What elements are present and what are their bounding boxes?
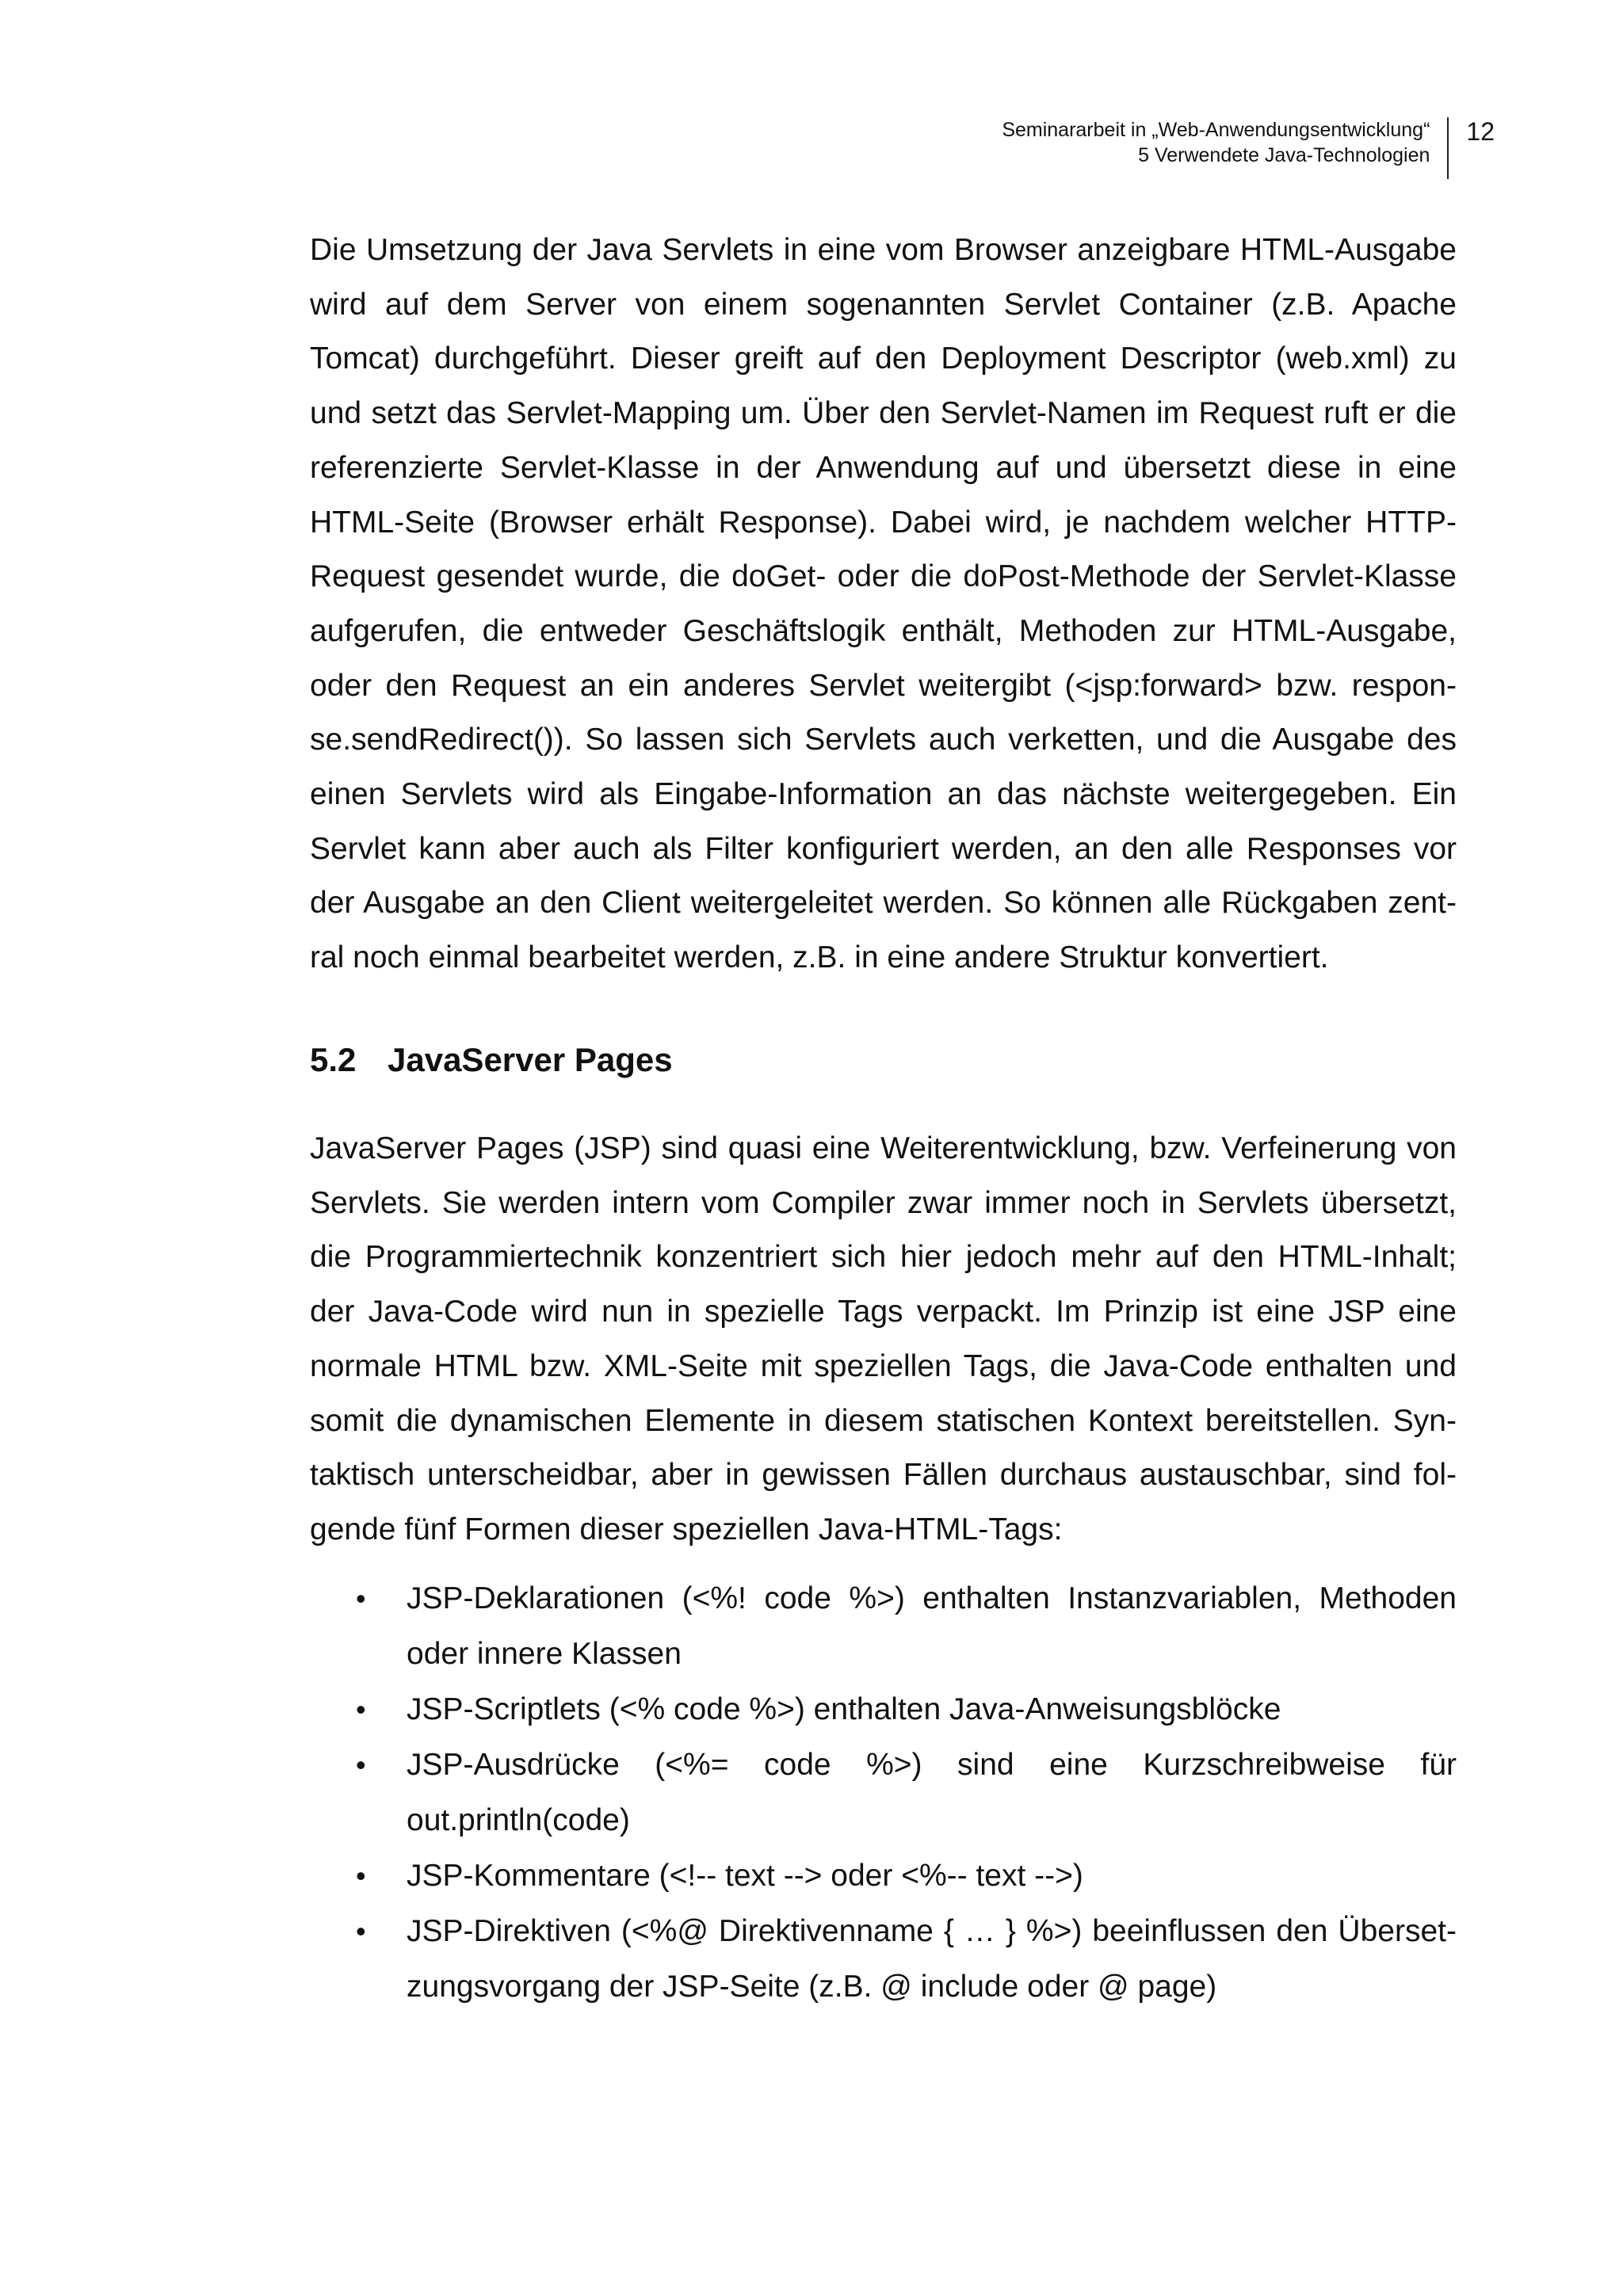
list-item [310,1571,1457,1682]
intro-section [310,223,1457,986]
running-header [1002,117,1449,179]
list-item [310,1904,1457,2015]
jsp-section [310,1122,1457,1558]
bullet-icon: • [356,1859,366,1892]
list-item-text: JSP-Kommentare (<!-- text --> oder <%-- text -->) [407,1859,1083,1893]
jsp-tag-list [310,1571,1457,2015]
list-item [310,1737,1457,1848]
header-chapter: 5 Verwendete Java-Technologien [1138,144,1430,166]
list-item-text: JSP-Deklarationen (<%! code %>) enthalten Instanzvariablen, Methoden oder innere Klassen [407,1581,1457,1671]
bullet-icon: • [356,1693,366,1726]
section-title: JavaServer Pages [388,1041,673,1078]
intro-paragraph: Die Umsetzung der Java Servlets in eine vom Browser anzeigbare HTML-Ausgabe wird auf dem Server von einem sogenannten Servlet Container (z.B. Apache Tomcat) durchgeführt. Dieser greift auf den Deployment Descriptor (web.xml) zu und setzt das Servlet-Mapping um. Über den Servlet-Namen im Request ruft er die referenzierte Servlet-Klasse in der Anwendung auf und übersetzt diese in eine HTML-Seite (Browser erhält Response). Dabei wird, je nachdem welcher HTTP-Request gesendet wurde, die doGet- oder die doPost-Methode der Servlet-Klasse aufgerufen, die entweder Geschäftslogik enthält, Methoden zur HTML-Ausgabe, oder den Request an ein anderes Servlet weitergibt (<jsp:forward> bzw. response.sendRedirect()). So lassen sich Servlets auch verketten, und die Ausgabe des einen Servlets wird als Eingabe-Information an das nächste weitergegeben. Ein Servlet kann aber auch als Filter konfiguriert werden, an den alle Responses vor der Ausgabe an den Client weitergeleitet werden. So können alle Rückgaben zentral noch einmal bearbeitet werden, z.B. in eine andere Struktur konvertiert. [310,233,1457,975]
bullet-icon: • [356,1915,366,1947]
jsp-paragraph: JavaServer Pages (JSP) sind quasi eine Weiterentwicklung, bzw. Verfeinerung von Servlets. Sie werden intern vom Compiler zwar immer noch in Servlets übersetzt, die Programmiertechnik konzentriert sich hier jedoch mehr auf den HTML-Inhalt; der Java-Code wird nun in spezielle Tags verpackt. Im Prinzip ist eine JSP eine normale HTML bzw. XML-Seite mit speziellen Tags, die Java-Code enthalten und somit die dynamischen Elemente in diesem statischen Kontext bereitstellen. Syntaktisch unterscheidbar, aber in gewissen Fällen durchaus austauschbar, sind folgende fünf Formen dieser speziellen Java-HTML-Tags: [310,1131,1457,1547]
list-item-text: JSP-Scriptlets (<% code %>) enthalten Java-Anweisungsblöcke [407,1692,1281,1726]
list-item [310,1682,1457,1737]
list-item-text: JSP-Ausdrücke (<%= code %>) sind eine Kurzschreibweise für out.println(code) [407,1748,1457,1837]
list-item-text: JSP-Direktiven (<%@ Direktivenname { … } %>) beeinflussen den Übersetzungsvorgang der JSP-Seite (z.B. @ include oder @ page) [407,1914,1457,2004]
page-header [1002,117,1495,179]
list-item [310,1848,1457,1904]
page-number: 12 [1466,117,1495,146]
header-title: Seminararbeit in „Web-Anwendungsentwicklung“ [1002,119,1430,141]
section-number: 5.2 [310,1041,357,1078]
bullet-icon: • [356,1582,366,1615]
bullet-icon: • [356,1749,366,1781]
section-heading [310,1041,673,1079]
